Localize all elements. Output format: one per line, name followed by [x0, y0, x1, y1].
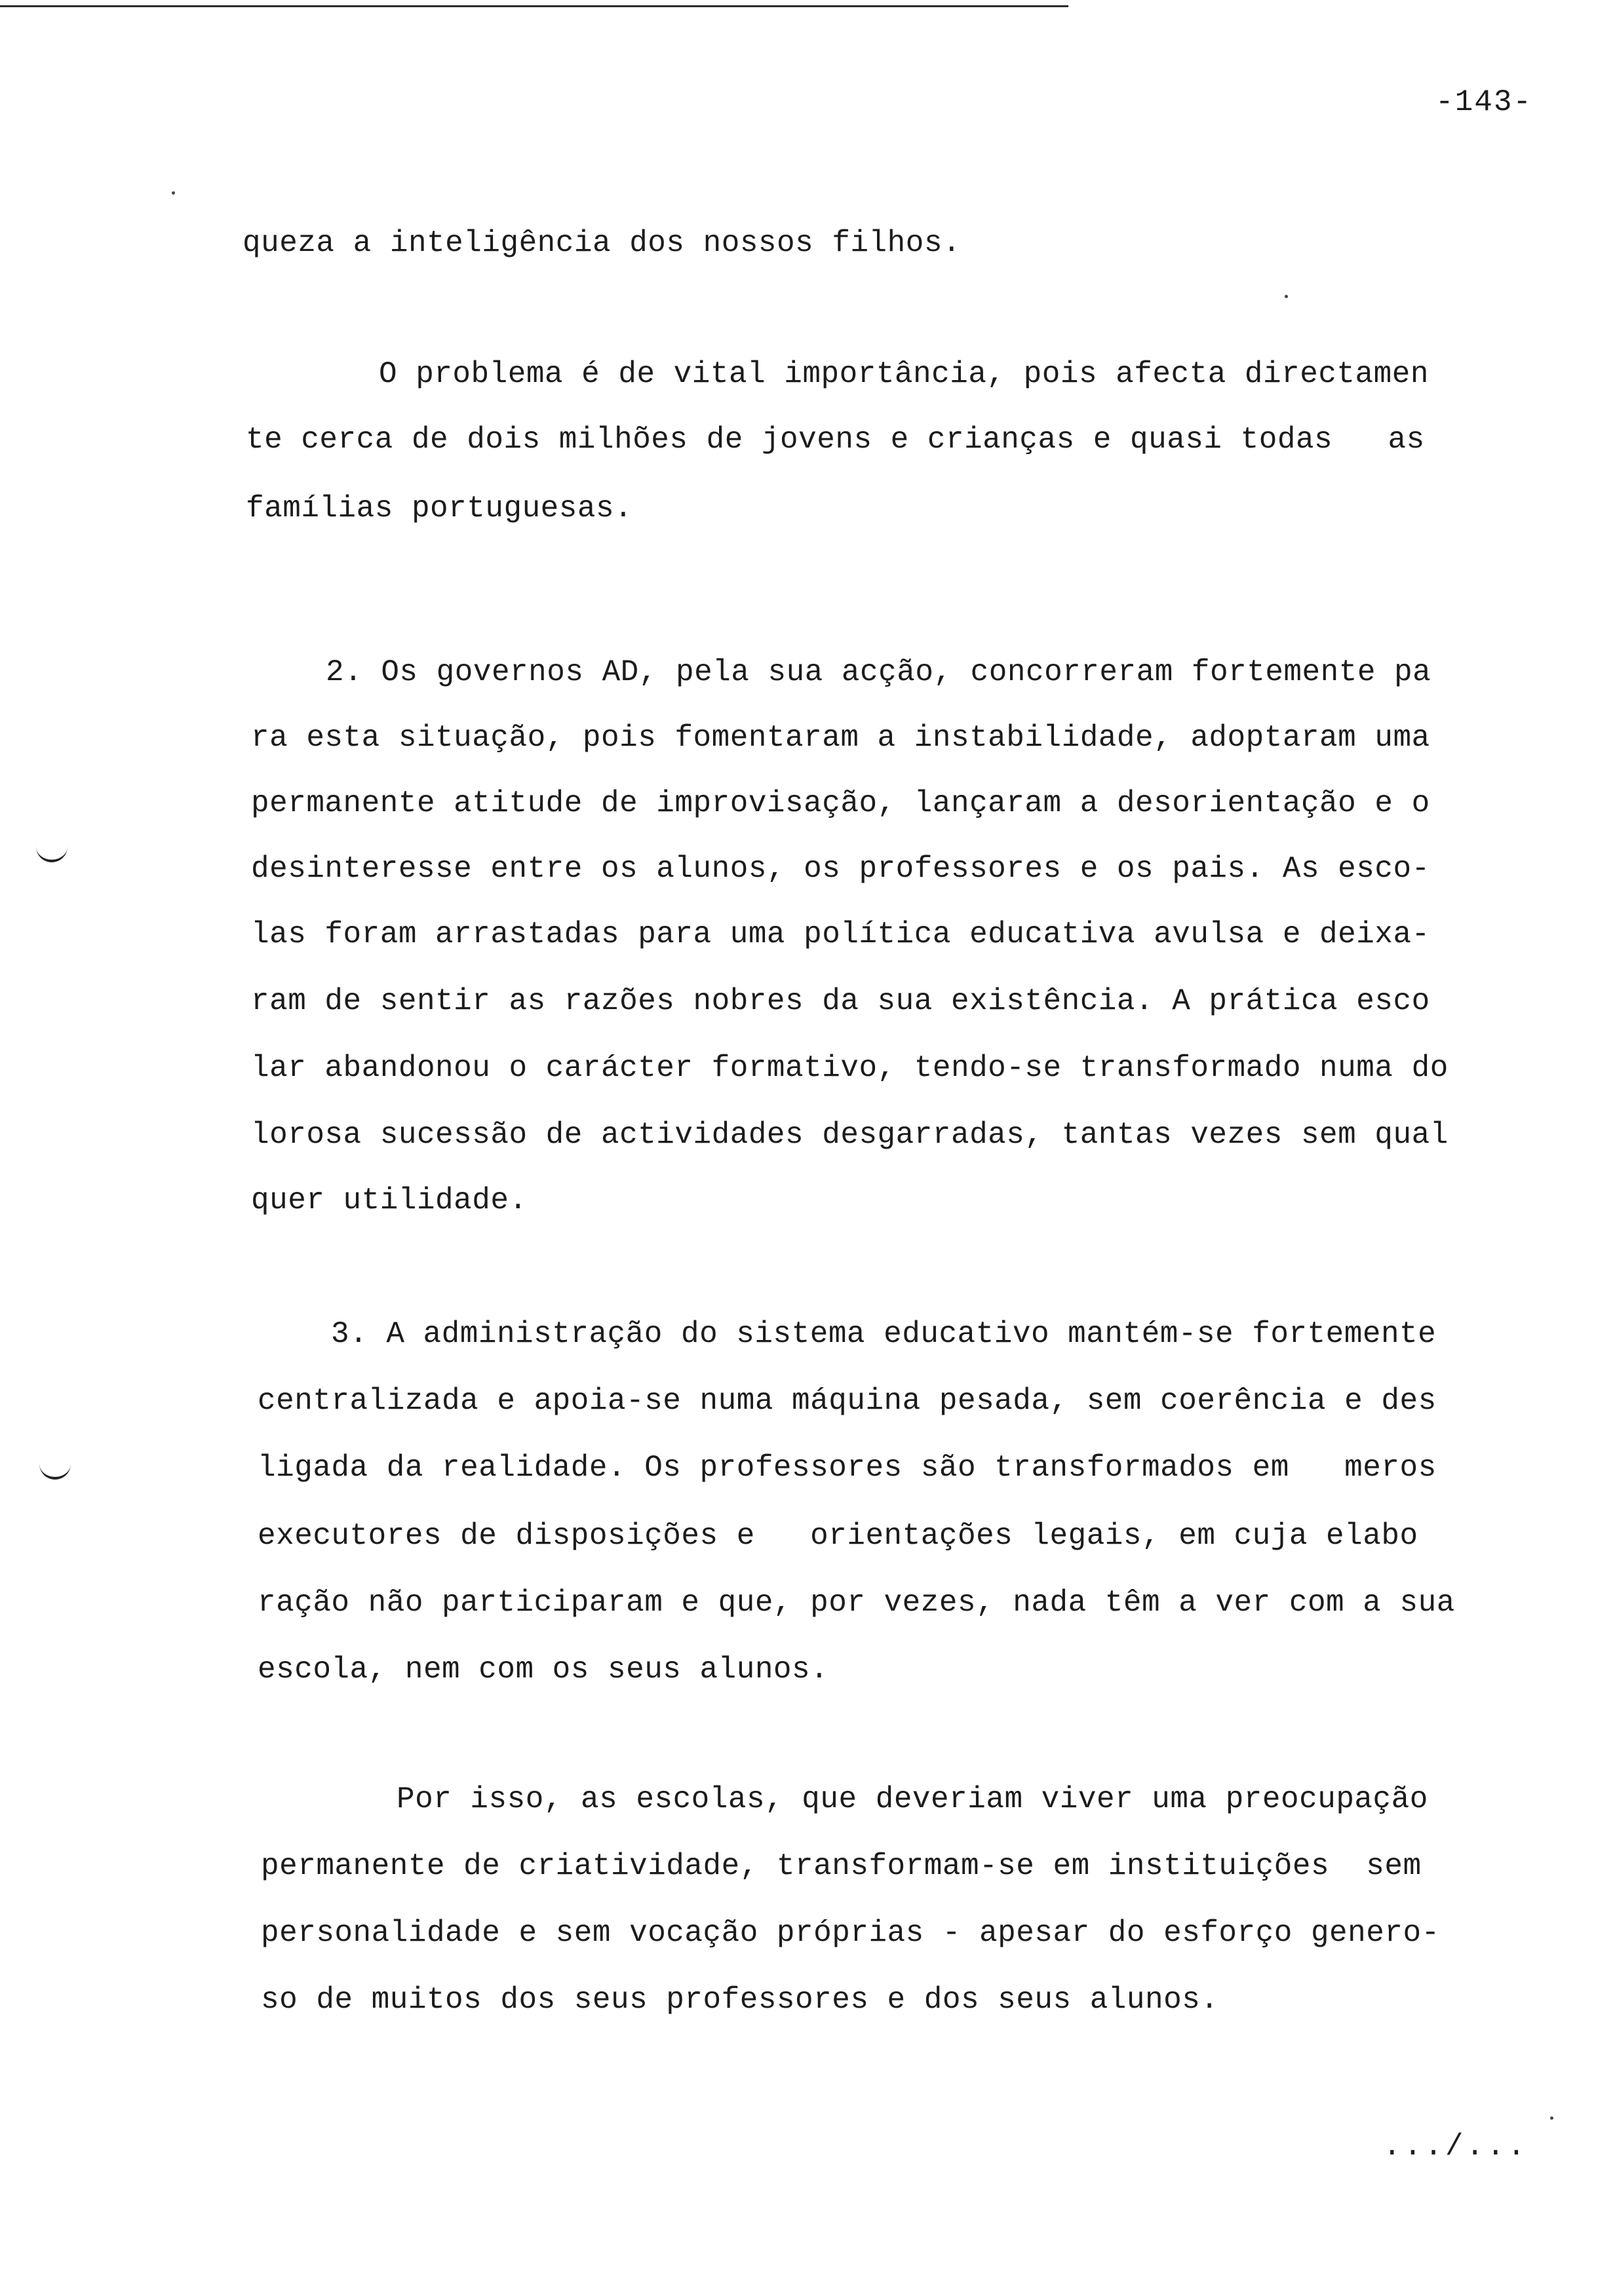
- body-line: 2. Os governos AD, pela sua acção, concorreram fortemente pa: [326, 655, 1431, 689]
- body-line: lorosa sucessão de actividades desgarradas, tantas vezes sem qual: [251, 1118, 1449, 1152]
- body-line: centralizada e apoia-se numa máquina pesada, sem coerência e des: [258, 1384, 1437, 1418]
- punch-hole-mark: [36, 845, 68, 862]
- body-line: permanente atitude de improvisação, lançaram a desorientação e o: [251, 786, 1430, 820]
- body-line: personalidade e sem vocação próprias - apesar do esforço genero-: [261, 1916, 1440, 1950]
- body-line: 3. A administração do sistema educativo mantém-se fortemente: [331, 1317, 1437, 1351]
- body-line: escola, nem com os seus alunos.: [258, 1653, 829, 1687]
- body-line: ra esta situação, pois fomentaram a instabilidade, adoptaram uma: [251, 721, 1430, 755]
- scan-speck: [1550, 2116, 1553, 2120]
- body-line: executores de disposições e orientações legais, em cuja elabo: [258, 1519, 1418, 1553]
- body-line: Por isso, as escolas, que deveriam viver uma preocupação: [397, 1782, 1428, 1816]
- body-line: ração não participaram e que, por vezes, nada têm a ver com a sua: [258, 1586, 1455, 1620]
- body-line: te cerca de dois milhões de jovens e crianças e quasi todas as: [246, 423, 1425, 457]
- body-line: ligada da realidade. Os professores são transformados em meros: [258, 1451, 1437, 1485]
- continuation-mark: .../...: [1383, 2130, 1528, 2164]
- page-number: -143-: [1435, 85, 1533, 119]
- scan-speck: [1285, 295, 1288, 298]
- body-line: so de muitos dos seus professores e dos seus alunos.: [261, 1983, 1219, 2017]
- body-line: ram de sentir as razões nobres da sua existência. A prática esco: [251, 984, 1430, 1018]
- body-line: las foram arrastadas para uma política educativa avulsa e deixa-: [251, 917, 1430, 951]
- body-line: queza a inteligência dos nossos filhos.: [243, 226, 962, 260]
- body-line: desinteresse entre os alunos, os professores e os pais. As esco-: [251, 852, 1430, 886]
- top-rule: [0, 5, 1068, 7]
- scan-speck: [172, 191, 175, 195]
- body-line: famílias portuguesas.: [246, 491, 633, 526]
- body-line: lar abandonou o carácter formativo, tendo-se transformado numa do: [251, 1051, 1449, 1085]
- body-line: permanente de criatividade, transformam-se em instituições sem: [261, 1849, 1422, 1883]
- body-line: O problema é de vital importância, pois afecta directamen: [379, 357, 1429, 391]
- punch-hole-mark: [39, 1463, 71, 1480]
- body-line: quer utilidade.: [251, 1183, 528, 1217]
